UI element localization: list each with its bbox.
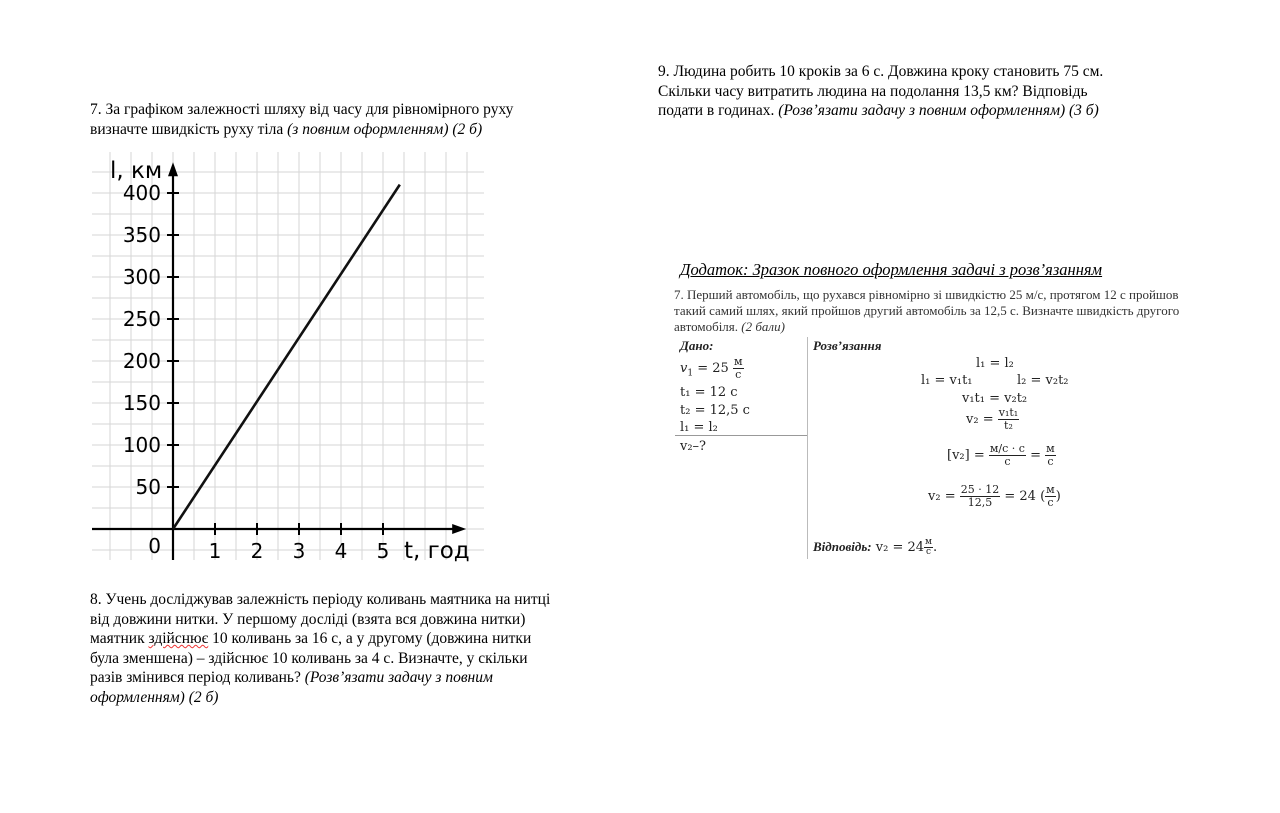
chart-ticks <box>123 181 390 563</box>
task-7-line1: 7. За графіком залежності шляху від часу для рівномірного руху <box>90 101 514 118</box>
y-axis-arrow <box>168 162 178 176</box>
given-label: Дано: <box>680 338 714 353</box>
y-tick-label: 350 <box>122 223 161 247</box>
y-tick-label: 100 <box>122 433 161 457</box>
x-axis-arrow <box>452 524 466 534</box>
x-tick-label: 2 <box>250 539 264 563</box>
x-axis-label: t, год <box>404 538 470 564</box>
task-9 <box>658 62 1218 121</box>
y-tick-label: 250 <box>122 307 161 331</box>
sample-problem <box>674 287 1254 335</box>
table-vertical-divider <box>807 337 808 559</box>
task-9-line3: подати в годинах. <box>658 102 775 119</box>
task-9-line2: Скільки часу витратить людина на подолання 13,5 км? Відповідь <box>658 82 1088 100</box>
task-7-note: (з повним оформленням) (2 б) <box>287 120 483 138</box>
x-tick-label: 4 <box>334 539 348 563</box>
solution-eq2a: l₁ = v₁t₁ <box>921 373 973 388</box>
series-line <box>173 185 400 529</box>
solution-eq5: [v₂] = $\frac{м/с \cdot с}{с}$ = $\frac{м}{с}$ <box>947 442 1055 468</box>
y-tick-label: 200 <box>122 349 161 373</box>
sample-line1: 7. Перший автомобіль, що рухався рівномірно зі швидкістю 25 м/с, протягом 12 с пройшов <box>674 287 1179 302</box>
task-8-spellcheck-word: здійснює <box>148 630 209 647</box>
sample-line2: такий самий шлях, який пройшов другий автомобіль за 12,5 с. Визначте швидкість другого <box>674 303 1180 318</box>
solution-label: Розв’язання <box>813 338 882 353</box>
given-l-equal: l₁ = l₂ <box>680 420 718 435</box>
task-9-line1: 9. Людина робить 10 кроків за 6 с. Довжина кроку становить 75 см. <box>658 63 1104 80</box>
y-tick-label: 150 <box>122 391 161 415</box>
task-9-note: (Розв’язати задачу з повним оформленням) (3 б) <box>778 102 1099 119</box>
task-8 <box>90 590 620 707</box>
task-8-line2: від довжини нитки. У першому досліді (взята вся довжина нитки) <box>90 610 526 628</box>
task-8-line5: разів змінився період коливань? <box>90 669 301 686</box>
x-tick-label: 3 <box>292 539 306 563</box>
given-find: v₂–? <box>680 439 707 454</box>
origin-label: 0 <box>148 534 161 558</box>
solution-eq6: v₂ = $\frac{25 \cdot 12}{12,5}$ = 24 ( $\frac{м}{с}$ ) <box>928 483 1061 509</box>
chart-series <box>173 185 400 529</box>
given-t1: t₁ = 12 с <box>680 385 738 400</box>
y-axis-label: l, км <box>110 158 163 184</box>
task-7 <box>90 100 610 139</box>
given-t2: t₂ = 12,5 с <box>680 403 750 418</box>
appendix-title: Додаток: Зразок повного оформлення задачі з розв’язанням <box>680 260 1103 279</box>
y-tick-label: 400 <box>122 181 161 205</box>
task-8-line3b: 10 коливань за 16 с, а у другому (довжина нитки <box>208 630 532 647</box>
answer: Відповідь: v₂ = 24 $\frac{м}{с}$ . <box>813 537 938 557</box>
x-tick-label: 5 <box>376 539 390 563</box>
task-8-line4: була зменшена) – здійснює 10 коливань за 4 с. Визначте, у скільки <box>90 649 528 667</box>
task-8-note-a: (Розв’язати задачу з повним <box>304 669 493 686</box>
solution-eq3: v₁t₁ = v₂t₂ <box>962 391 1028 406</box>
y-tick-label: 300 <box>122 265 161 289</box>
task-7-line2: визначте швидкість руху тіла <box>90 120 284 138</box>
task-8-note-b: оформленням) (2 б) <box>90 688 219 706</box>
task-8-line1: 8. Учень досліджував залежність періоду коливань маятника на нитці <box>90 591 551 608</box>
solution-eq1: l₁ = l₂ <box>976 356 1014 371</box>
sample-line3: автомобіля. <box>674 319 739 334</box>
solution-eq4: v₂ = $\frac{\text{v₁t₁}}{\text{t₂}}$ <box>966 406 1019 432</box>
distance-time-chart <box>88 148 488 566</box>
given-find-divider <box>675 435 807 436</box>
solution-eq2b: l₂ = v₂t₂ <box>1017 373 1069 388</box>
given-v1: $v_1 = 25$ $\frac{м}{с}$ <box>680 355 743 381</box>
x-tick-label: 1 <box>208 539 222 563</box>
sample-points: (2 бали) <box>741 319 785 334</box>
y-tick-label: 50 <box>135 475 161 499</box>
task-8-line3a: маятник <box>90 630 149 647</box>
